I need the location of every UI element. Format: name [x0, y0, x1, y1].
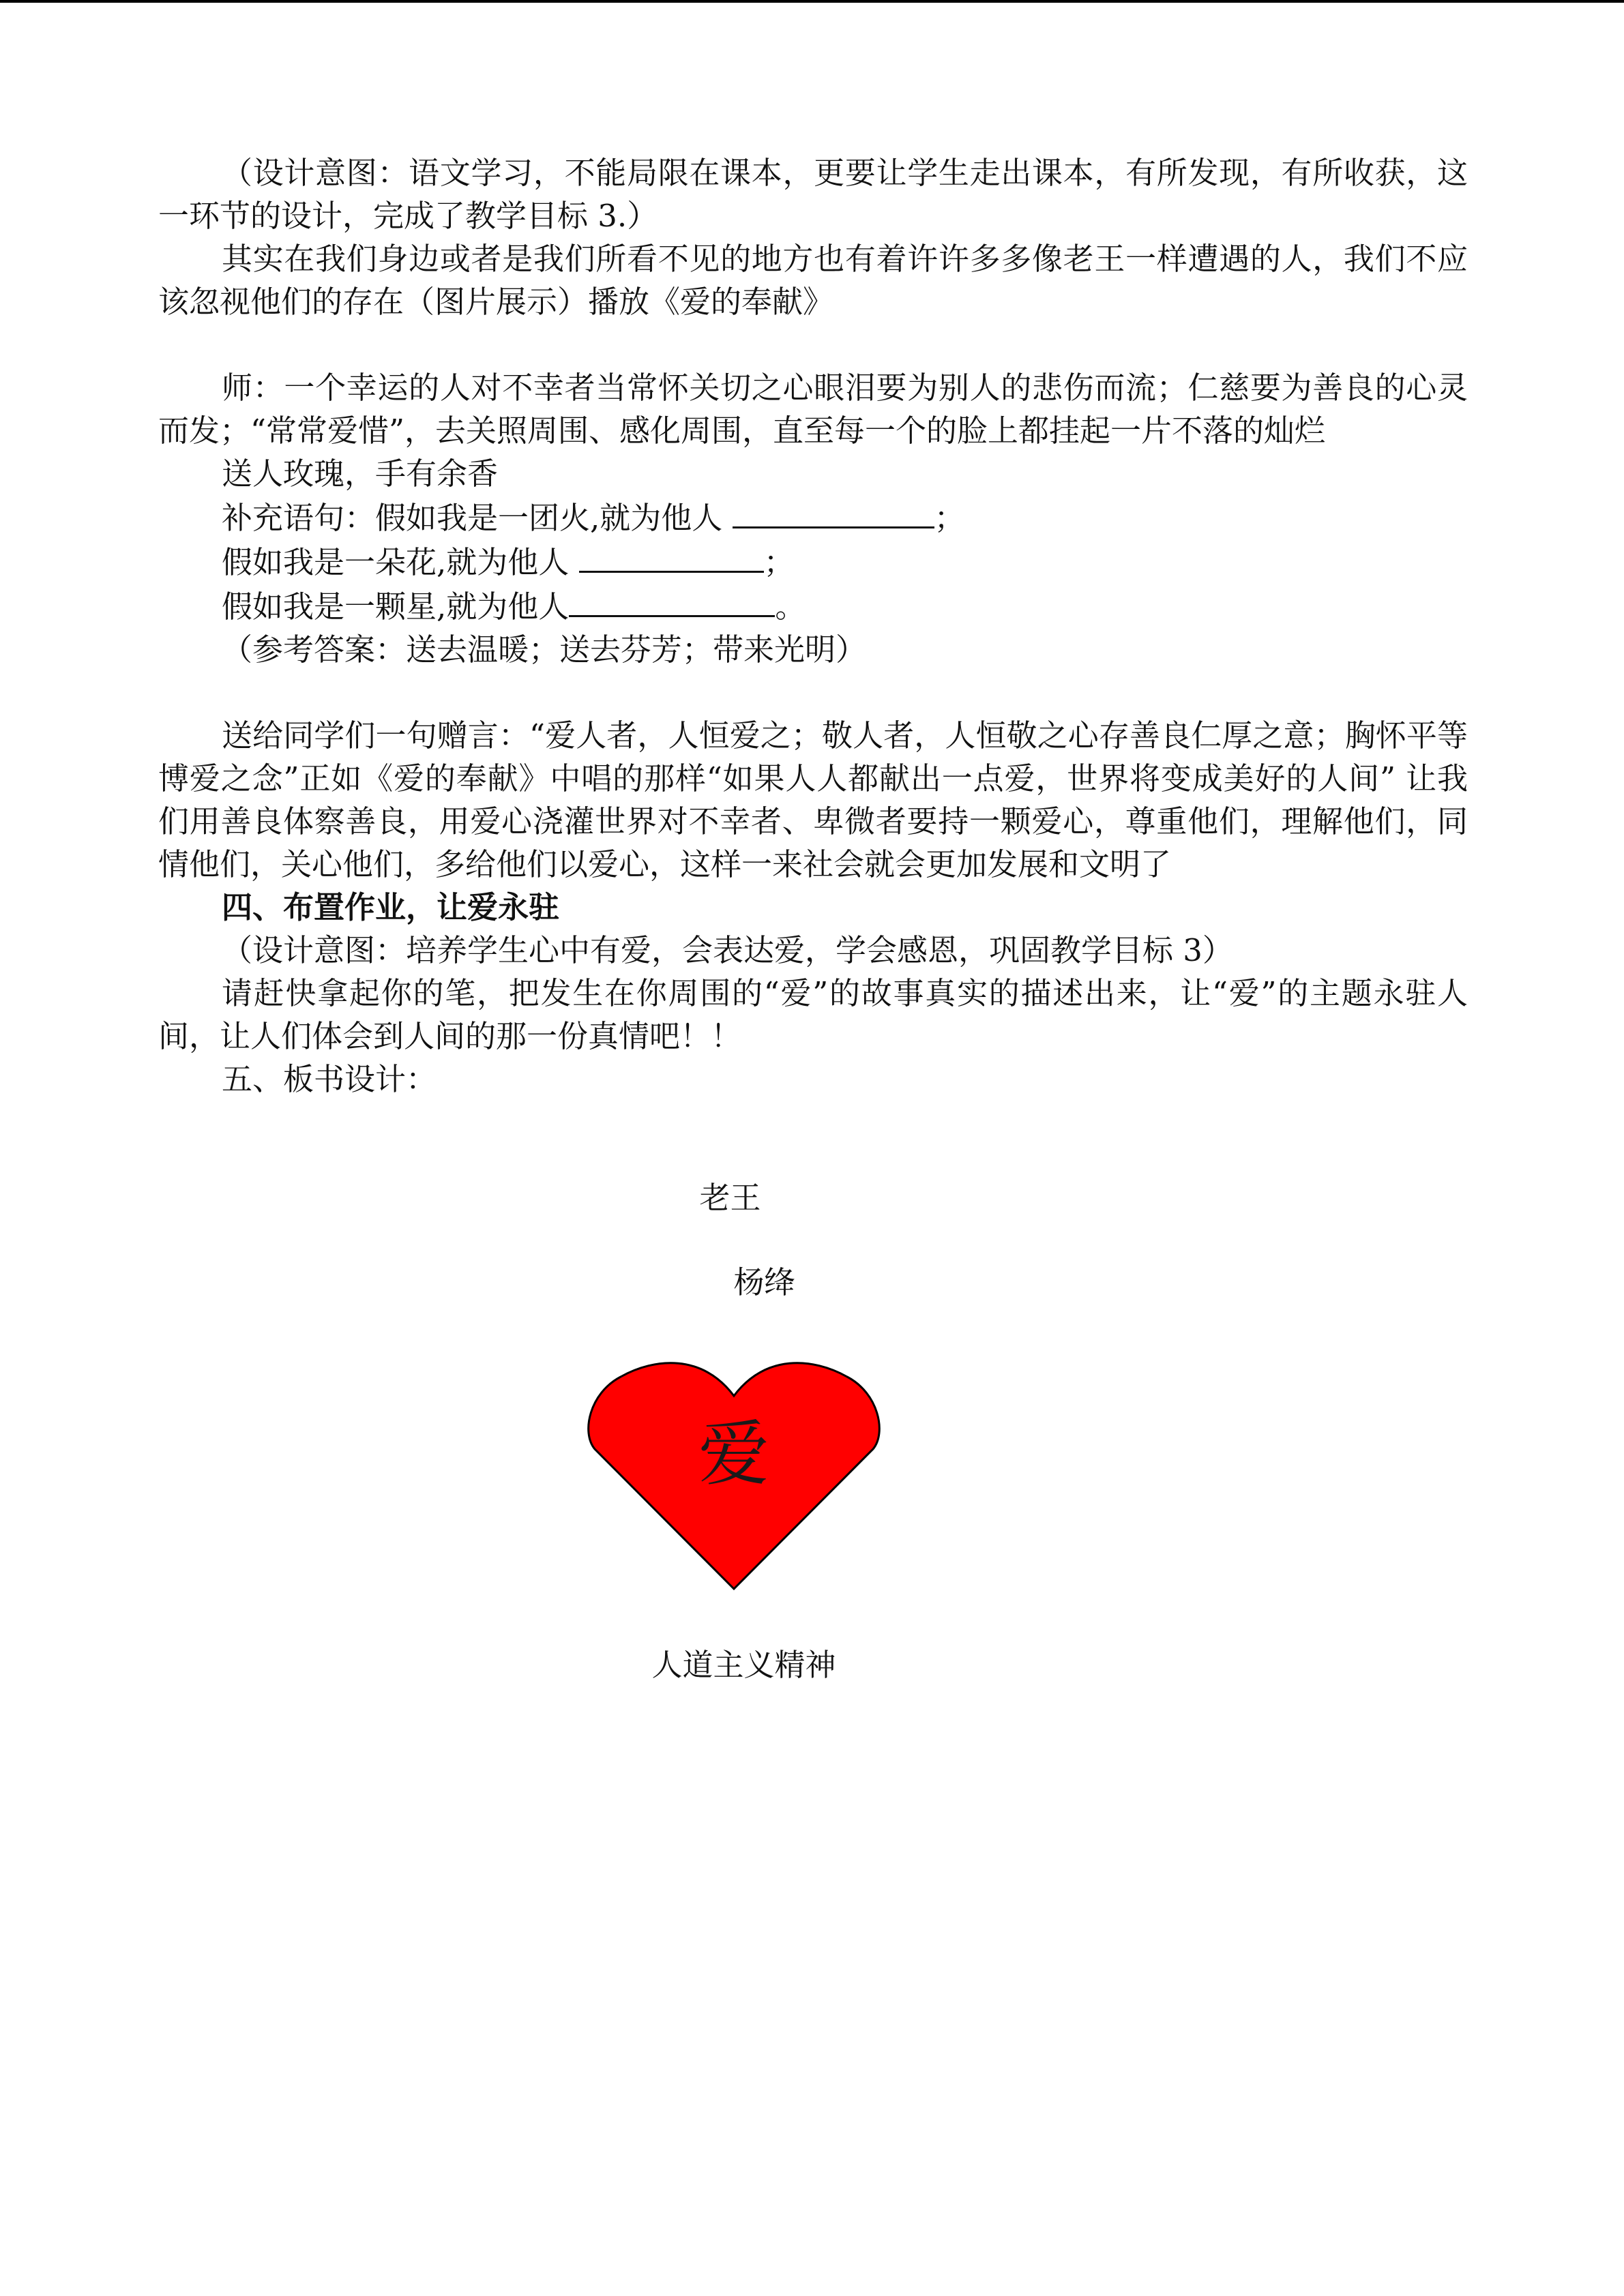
heart-label: 爱	[698, 1412, 769, 1495]
spacer	[158, 323, 1468, 366]
heart-drawing	[587, 1354, 881, 1592]
fill-in-line-3	[158, 584, 1468, 628]
answer-blank	[733, 495, 934, 528]
fill-in-line-2	[158, 539, 1468, 584]
fill-in-prefix: 假如我是一朵花,就为他人	[222, 544, 579, 580]
board-caption: 人道主义精神	[651, 1647, 836, 1683]
section-four-heading: 四、布置作业，让爱永驻	[222, 889, 560, 925]
board-title: 老王	[699, 1180, 761, 1216]
document-body	[158, 151, 1468, 1101]
fill-in-suffix: ；	[763, 544, 795, 580]
spacer	[158, 671, 1468, 714]
section-four-body: 请赶快拿起你的笔，把发生在你周围的“爱”的故事真实的描述出来，让“爱”的主题永驻人间，让人们体会到人间的那一份真情吧！！	[158, 975, 1468, 1054]
fill-in-line-1	[158, 495, 1468, 539]
intro-paragraph: 其实在我们身边或者是我们所看不见的地方也有着许许多多像老王一样遭遇的人，我们不应该忽视他们的存在（图片展示）播放《爱的奉献》	[158, 241, 1468, 320]
teacher-paragraph: 师：一个幸运的人对不幸者当常怀关切之心眼泪要为别人的悲伤而流；仁慈要为善良的心灵而发；“常常爱惜”，去关照周围、感化周围，直至每一个的脸上都挂起一片不落的灿烂	[158, 370, 1468, 449]
closing-paragraph: 送给同学们一句赠言：“爱人者，人恒爱之；敬人者，人恒敬之心存善良仁厚之意；胸怀平等博爱之念”正如《爱的奉献》中唱的那样“如果人人都献出一点爱，世界将变成美好的人间” 让我们用善良体察善良，用爱心浇灌世界对不幸者、卑微者要持一颗爱心，尊重他们，理解他们，同情他们，关心他们，多给他们以爱心，这样一来社会就会更加发展和文明了	[158, 717, 1468, 882]
section-four-intent: （设计意图：培养学生心中有爱，会表达爱，学会感恩，巩固教学目标 3）	[222, 932, 1233, 968]
fill-in-suffix: 。	[775, 588, 806, 625]
design-intent-paragraph: （设计意图：语文学习，不能局限在课本，更要让学生走出课本，有所发现，有所收获，这一环节的设计，完成了教学目标 3.）	[158, 155, 1468, 234]
fill-in-suffix: ；	[934, 500, 965, 536]
fill-in-prefix: 补充语句：假如我是一团火,就为他人	[222, 500, 733, 536]
answer-blank	[579, 539, 764, 573]
fill-in-prefix: 假如我是一颗星,就为他人	[222, 588, 570, 625]
reference-answer: （参考答案：送去温暖；送去芬芳；带来光明）	[222, 631, 867, 668]
answer-blank	[569, 584, 775, 617]
rose-saying: 送人玫瑰，手有余香	[222, 456, 499, 492]
top-border-line	[0, 0, 1624, 3]
section-five-heading: 五、板书设计：	[222, 1061, 437, 1097]
board-author: 杨绛	[733, 1264, 795, 1300]
